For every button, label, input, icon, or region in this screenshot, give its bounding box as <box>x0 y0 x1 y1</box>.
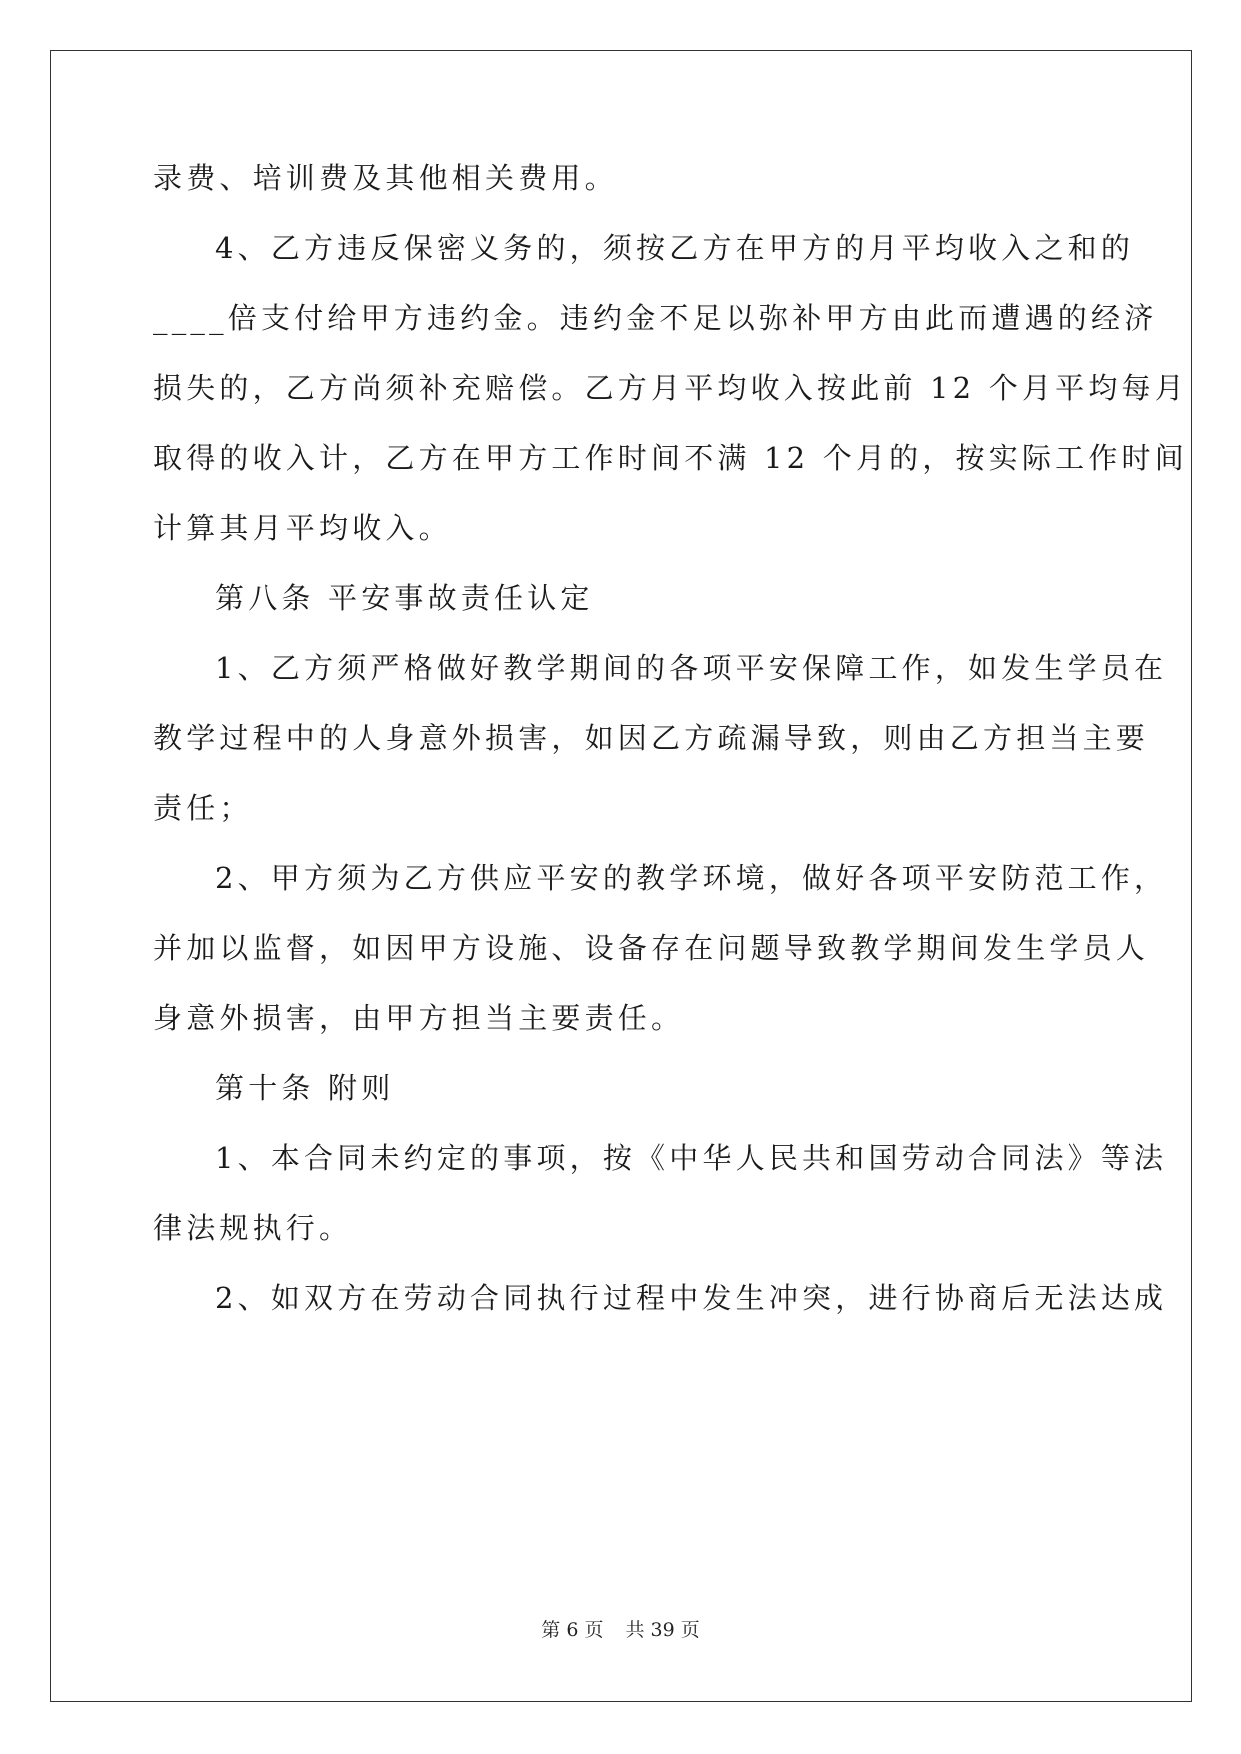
article-10-heading: 第十条 附则 <box>215 1071 395 1105</box>
text-line: 责任； <box>153 791 253 825</box>
page-number: 第 6 页 <box>541 1619 604 1641</box>
text-line: 取得的收入计，乙方在甲方工作时间不满 12 个月的，按实际工作时间 <box>153 441 1188 475</box>
text-line: 教学过程中的人身意外损害，如因乙方疏漏导致，则由乙方担当主要 <box>153 721 1150 755</box>
article-8-heading: 第八条 平安事故责任认定 <box>215 581 594 615</box>
text-line: 录费、培训费及其他相关费用。 <box>153 161 618 195</box>
text-line: ____倍支付给甲方违约金。违约金不足以弥补甲方由此而遭遇的经济 <box>153 301 1158 335</box>
text-line: 计算其月平均收入。 <box>153 511 452 545</box>
text-line: 律法规执行。 <box>153 1211 353 1245</box>
page-footer <box>0 1618 1241 1642</box>
clause-1-line: 1、本合同未约定的事项，按《中华人民共和国劳动合同法》等法 <box>215 1141 1168 1175</box>
page-total: 共 39 页 <box>625 1619 700 1641</box>
clause-2-line: 2、如双方在劳动合同执行过程中发生冲突，进行协商后无法达成 <box>215 1281 1168 1315</box>
text-line: 身意外损害，由甲方担当主要责任。 <box>153 1001 685 1035</box>
text-line: 损失的，乙方尚须补充赔偿。乙方月平均收入按此前 12 个月平均每月 <box>153 371 1188 405</box>
clause-1-line: 1、乙方须严格做好教学期间的各项平安保障工作，如发生学员在 <box>215 651 1168 685</box>
text-line: 并加以监督，如因甲方设施、设备存在问题导致教学期间发生学员人 <box>153 931 1150 965</box>
clause-2-line: 2、甲方须为乙方供应平安的教学环境，做好各项平安防范工作， <box>215 861 1168 895</box>
clause-4-line: 4、乙方违反保密义务的，须按乙方在甲方的月平均收入之和的 <box>215 231 1135 265</box>
